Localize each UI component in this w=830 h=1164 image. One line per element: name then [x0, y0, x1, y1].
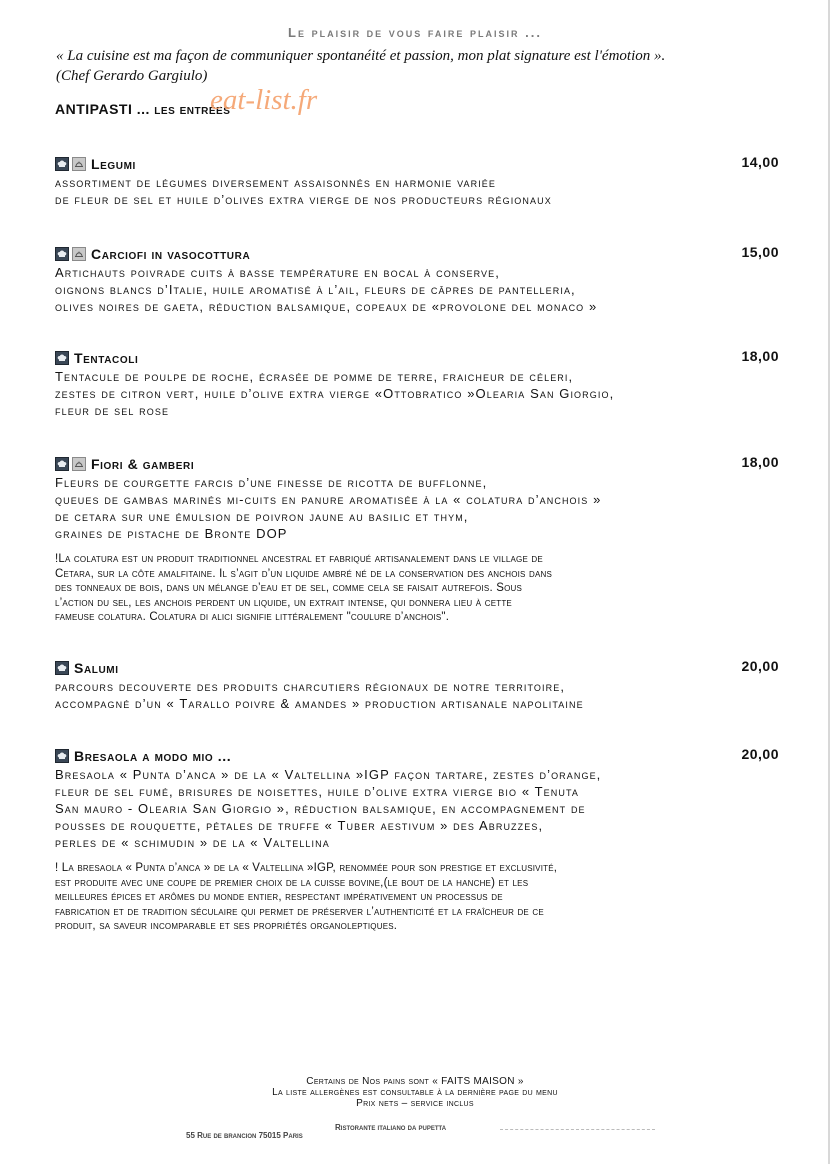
menu-item-legumi	[55, 154, 779, 208]
description-line: de fleur de sel et huile d’olives extra vierge de nos producteurs régionaux	[55, 192, 552, 207]
description-line: graines de pistache de Bronte DOP	[55, 526, 288, 541]
description-line: fleur de sel rose	[55, 403, 170, 418]
item-price: 20,00	[741, 746, 779, 762]
note-line: fabrication et de tradition séculaire qui permet de préserver l’authenticité et la fraîcheur de ce	[55, 905, 544, 918]
tagline: Le plaisir de vous faire plaisir ...	[288, 25, 542, 40]
chef-hat-icon	[55, 351, 69, 365]
quote-text: « La cuisine est ma façon de communiquer spontanéité et passion, mon plat signature est l'émotion ».	[56, 48, 666, 64]
description-line: assortiment de légumes diversement assaisonnés en harmonie variée	[55, 175, 497, 190]
item-header	[55, 154, 779, 174]
note-line: ! La bresaola « Punta d’anca » de la « Valtellina »IGP, renommée pour son prestige et exclusivité,	[55, 862, 558, 874]
note-line: des tonneaux de bois, dans un mélange d’eau et de sel, comme cela se faisait autrefois. Sous	[55, 582, 523, 594]
chef-hat-icon	[55, 247, 69, 261]
chef-hat-icon	[55, 157, 69, 171]
item-header	[55, 348, 779, 368]
description-line: accompagné d’un « Tarallo poivre & amandes » production artisanale napolitaine	[55, 696, 584, 711]
restaurant-address: 55 Rue de brancion 75015 Paris	[186, 1131, 303, 1140]
menu-item-tentacoli	[55, 348, 779, 419]
footer-bread-line: Certains de Nos pains sont « FAITS MAISON »	[306, 1076, 524, 1087]
item-price: 15,00	[741, 244, 779, 260]
note-line: !La colatura est un produit traditionnel ancestral et fabriqué artisanalement dans le village de	[55, 553, 543, 565]
item-price: 20,00	[741, 658, 779, 674]
description-line: Bresaola « Punta d’anca » de la « Valtellina »IGP façon tartare, zestes d’orange,	[55, 767, 602, 782]
note-line: fameuse colatura. Colatura di alici signifie littéralement "coulure d’anchois".	[55, 611, 450, 623]
item-header	[55, 454, 779, 474]
item-header	[55, 746, 779, 766]
item-note	[55, 861, 779, 934]
description-line: San mauro - Olearia San Giorgio », réduction balsamique, en accompagnement de	[55, 801, 586, 816]
description-line: queues de gambas marinés mi-cuits en panure aromatisée à la « colatura d’anchois »	[55, 492, 602, 507]
note-line: produit, sa saveur incomparable et ses propriétés organoleptiques.	[55, 920, 398, 932]
dish-icon	[72, 157, 86, 171]
description-line: pousses de rouquette, pétales de truffe « Tuber aestivum » des Abruzzes,	[55, 818, 544, 833]
note-line: Cetara, sur la côte amalfitaine. Il s’agit d’un liquide ambré né de la conservation des anchois dans	[55, 567, 553, 580]
item-price: 18,00	[741, 348, 779, 364]
note-line: meilleures épices et arômes du monde entier, respectant impérativement un processus de	[55, 891, 503, 903]
item-description	[55, 264, 779, 315]
item-description	[55, 368, 779, 419]
item-description	[55, 474, 779, 542]
restaurant-name: Ristorante italiano da pupetta	[335, 1123, 447, 1132]
item-description	[55, 678, 779, 712]
note-line: l’action du sel, les anchois perdent un liquide, un extrait intense, qui donnera lieu à cette	[55, 596, 512, 609]
item-description	[55, 766, 779, 851]
dish-icon	[72, 457, 86, 471]
footer-allergens-line: La liste allergènes est consultable à la dernière page du menu	[272, 1087, 558, 1098]
item-description	[55, 174, 779, 208]
item-header	[55, 244, 779, 264]
menu-item-carciofi	[55, 244, 779, 315]
item-note	[55, 552, 779, 625]
description-line: zestes de citron vert, huile d’olive extra vierge «Ottobratico »Olearia San Giorgio,	[55, 386, 615, 401]
menu-item-fiori-gamberi	[55, 454, 779, 625]
menu-item-salumi	[55, 658, 779, 712]
chef-hat-icon	[55, 457, 69, 471]
item-price: 18,00	[741, 454, 779, 470]
item-name: Fiori & gamberi	[91, 456, 195, 472]
chef-hat-icon	[55, 749, 69, 763]
description-line: fleur de sel fumé, brisures de noisettes, huile d’olive extra vierge bio « Tenuta	[55, 784, 580, 799]
menu-item-bresaola	[55, 746, 779, 934]
note-line: est produite avec une coupe de premier choix de la cuisse bovine,(le bout de la hanche) et les	[55, 876, 529, 889]
description-line: de cetara sur une émulsion de poivron jaune au basilic et thym,	[55, 509, 469, 524]
description-line: perles de « schimudin » de la « Valtellina	[55, 835, 330, 850]
description-line: Artichauts poivrade cuits à basse température en bocal à conserve,	[55, 265, 500, 280]
item-name: Bresaola a modo mio ...	[74, 748, 232, 764]
watermark: eat-list.fr	[210, 84, 318, 116]
footer-divider	[500, 1129, 655, 1130]
footer-prices-line: Prix nets – service inclus	[356, 1098, 474, 1109]
item-price: 14,00	[741, 154, 779, 170]
footer-info	[0, 1076, 830, 1109]
item-name: Salumi	[74, 660, 119, 676]
chef-hat-icon	[55, 661, 69, 675]
item-header	[55, 658, 779, 678]
item-name: Carciofi in vasocottura	[91, 246, 251, 262]
description-line: parcours decouverte des produits charcutiers régionaux de notre territoire,	[55, 679, 566, 694]
quote-author: (Chef Gerardo Gargiulo)	[56, 68, 208, 84]
description-line: oignons blancs d’Italie, huile aromatisé à l’ail, fleurs de câpres de pantelleria,	[55, 282, 576, 297]
dish-icon	[72, 247, 86, 261]
description-line: Tentacule de poulpe de roche, écrasée de pomme de terre, fraicheur de céleri,	[55, 369, 574, 384]
item-name: Tentacoli	[74, 350, 139, 366]
section-title: ANTIPASTI ... les entrées	[55, 101, 231, 117]
description-line: olives noires de gaeta, réduction balsamique, copeaux de «provolone del monaco »	[55, 299, 598, 314]
item-name: Legumi	[91, 156, 136, 172]
chef-quote	[56, 46, 786, 86]
description-line: Fleurs de courgette farcis d’une finesse de ricotta de bufflonne,	[55, 475, 488, 490]
